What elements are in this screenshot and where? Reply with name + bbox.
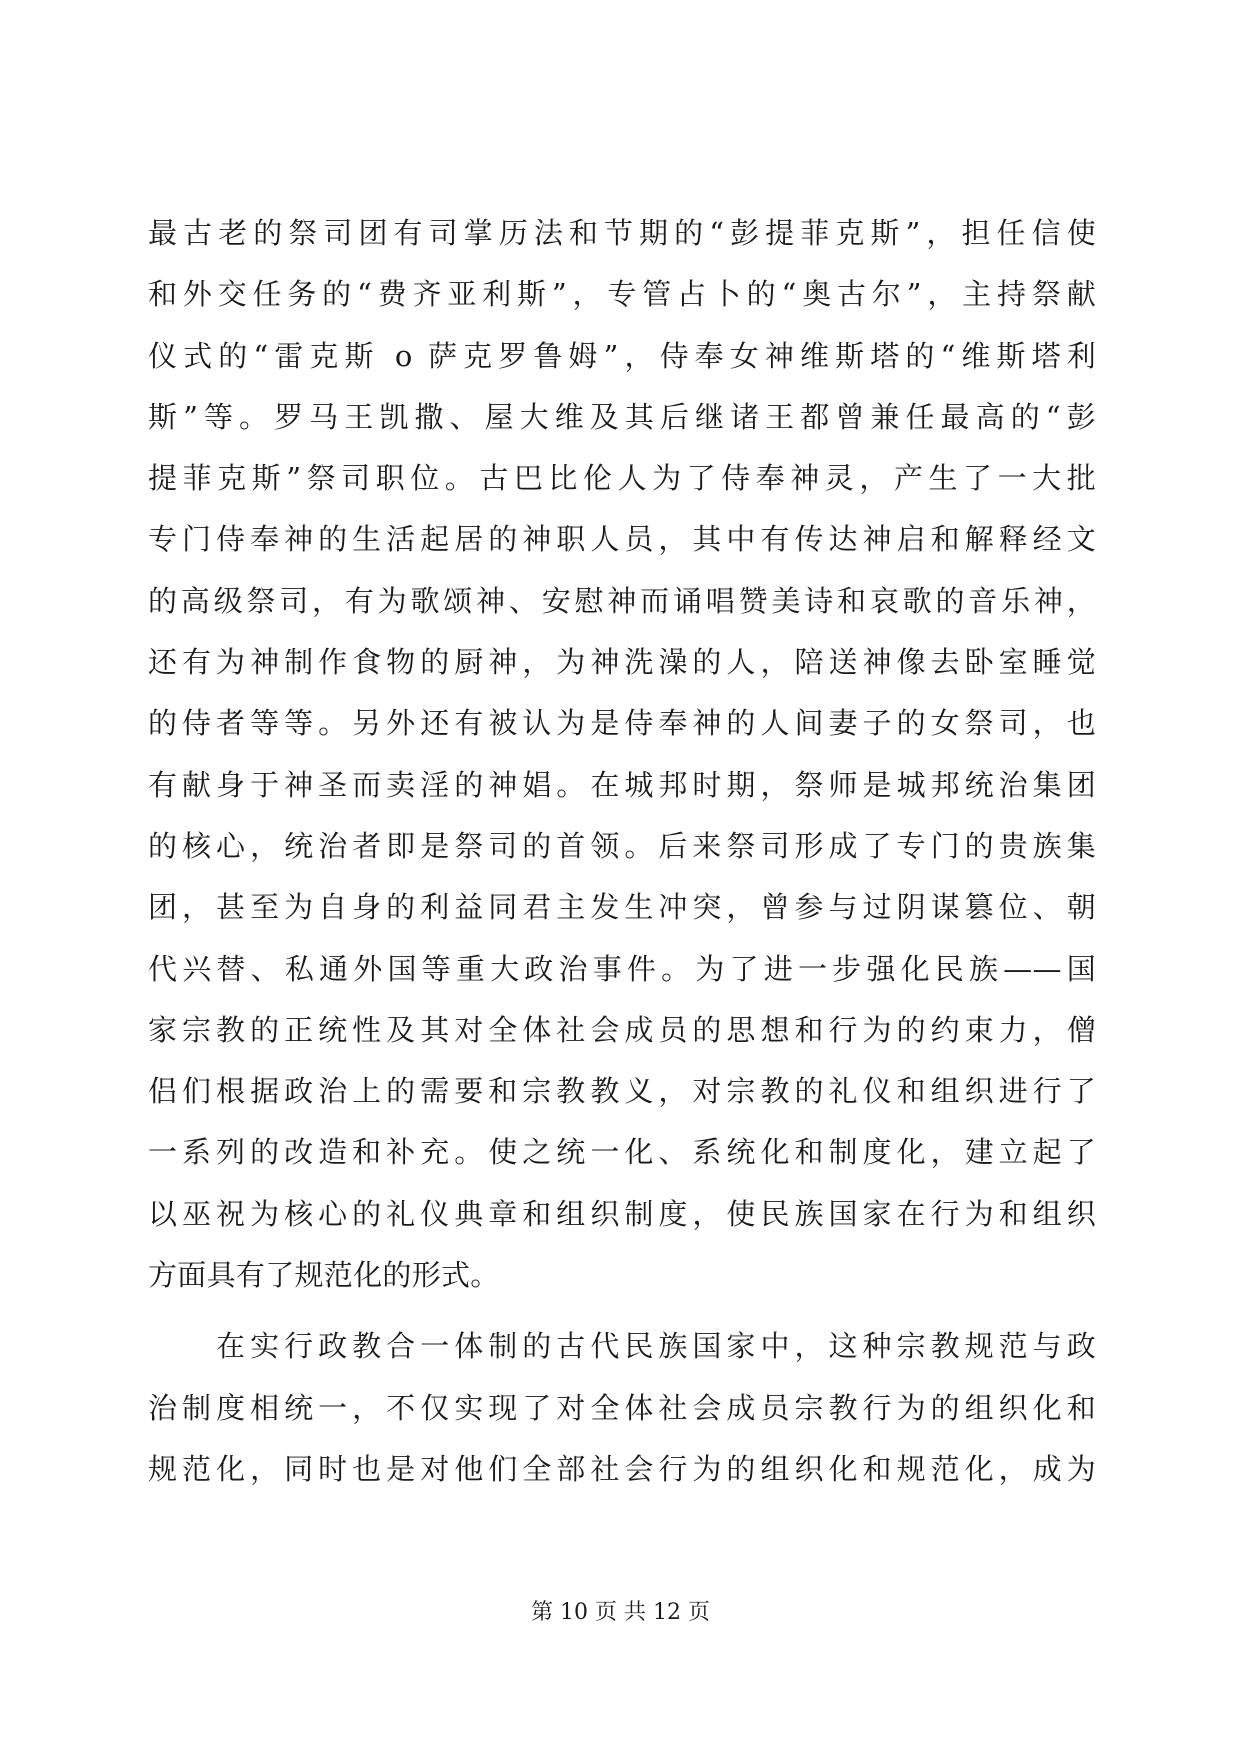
text-line: 侣们根据政治上的需要和宗教教义，对宗教的礼仪和组织进行了	[148, 1074, 1096, 1109]
text-line: 斯”等。罗马王凯撒、屋大维及其后继诸王都曾兼任最高的“彭	[148, 399, 1096, 434]
text-line: 规范化，同时也是对他们全部社会行为的组织化和规范化，成为	[148, 1451, 1096, 1486]
text-line: 专门侍奉神的生活起居的神职人员，其中有传达神启和解释经文	[148, 522, 1096, 557]
text-line: 以巫祝为核心的礼仪典章和组织制度，使民族国家在行为和组织	[148, 1196, 1096, 1231]
document-body	[148, 203, 1096, 1500]
page-footer: 第 10 页 共 12 页	[531, 1600, 710, 1625]
text-line: 一系列的改造和补充。使之统一化、系统化和制度化，建立起了	[148, 1135, 1096, 1170]
text-line: 治制度相统一，不仅实现了对全体社会成员宗教行为的组织化和	[148, 1390, 1096, 1425]
text-line: 的高级祭司，有为歌颂神、安慰神而诵唱赞美诗和哀歌的音乐神，	[148, 583, 1096, 618]
paragraph-spacer	[148, 1306, 1096, 1316]
text-line: 的侍者等等。另外还有被认为是侍奉神的人间妻子的女祭司，也	[148, 706, 1096, 741]
text-line: 提菲克斯”祭司职位。古巴比伦人为了侍奉神灵，产生了一大批	[148, 461, 1096, 496]
text-line: 有献身于神圣而卖淫的神娼。在城邦时期，祭师是城邦统治集团	[148, 767, 1096, 802]
text-line: 仪式的“雷克斯 o 萨克罗鲁姆”，侍奉女神维斯塔的“维斯塔利	[148, 338, 1096, 373]
text-line: 最古老的祭司团有司掌历法和节期的“彭提菲克斯”，担任信使	[148, 216, 1096, 250]
paragraph-2	[148, 1316, 1096, 1500]
text-line: 在实行政教合一体制的古代民族国家中，这种宗教规范与政	[148, 1329, 1096, 1364]
text-line: 团，甚至为自身的利益同君主发生冲突，曾参与过阴谋篡位、朝	[148, 890, 1096, 925]
text-line: 家宗教的正统性及其对全体社会成员的思想和行为的约束力，僧	[148, 1012, 1096, 1047]
text-line: 代兴替、私通外国等重大政治事件。为了进一步强化民族——国	[148, 951, 1096, 986]
text-line: 还有为神制作食物的厨神，为神洗澡的人，陪送神像去卧室睡觉	[148, 645, 1096, 680]
paragraph-1	[148, 203, 1096, 1306]
text-line: 和外交任务的“费齐亚利斯”，专管占卜的“奥古尔”，主持祭献	[148, 277, 1096, 312]
text-line: 方面具有了规范化的形式。	[148, 1258, 500, 1293]
text-line: 的核心，统治者即是祭司的首领。后来祭司形成了专门的贵族集	[148, 828, 1096, 863]
